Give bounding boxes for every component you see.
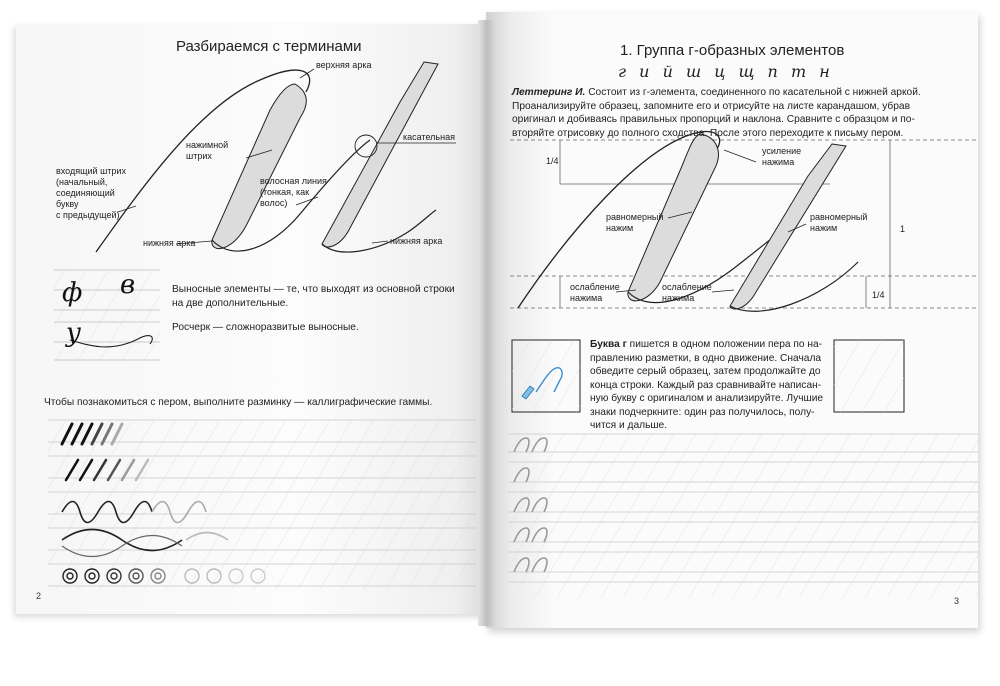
lettering-line-1: Состоит из г-элемента, соединенного по касательной с нижней аркой. [588,87,921,98]
label-quarter-bottom: 1/4 [872,290,885,300]
lettering-line-4: вторяйте отрисовку до полного сходства. После этого переходите к письму пером. [512,127,904,139]
lettering-line-2: Проанализируйте образец, запомните его и отрисуйте на листе карандашом, убрав [512,100,910,112]
label-one: 1 [900,224,906,234]
label-tangent: касательная [403,132,455,142]
lettering-title: Леттеринг И. [512,87,586,98]
label-entry-stroke: входящий штрих (начальный, соединяющий букву с предыдущей) [56,166,126,220]
label-lower-arch-2: нижняя арка [390,236,443,246]
letter-g-paragraph [590,338,830,433]
sample-letter-v: в [120,270,136,300]
left-letter-diagram [96,62,456,252]
label-hairline: волосная линия (тонкая, как волос) [260,176,327,208]
label-upper-arch: верхняя арка [316,60,372,70]
letter-g-title: Буква г [590,339,627,350]
lettering-paragraph [512,86,972,140]
ascenders-text: Выносные элементы — те, что выходят из основной строки на две дополнительные. [172,284,455,309]
sample-letter-u: у [66,318,82,348]
label-uniform-pressure-2: равномерный нажим [810,212,868,233]
label-pressure-increase: усиление нажима [762,146,802,167]
warmup-text: Чтобы познакомиться с пером, выполните разминку — каллиграфические гаммы. [44,397,433,408]
label-lower-arch-1: нижняя арка [143,238,196,248]
letter-g-line-1: пишется в одном положении пера по на- [629,339,823,350]
letter-g-line-6: знаки подчеркните: один раз получилось, полу- [590,406,815,418]
right-practice-rows [508,434,978,598]
label-uniform-pressure-1: равномерный нажим [606,212,664,233]
left-page-number: 2 [36,591,42,601]
label-pressure-stroke: нажимной штрих [186,140,229,161]
letter-g-line-3: обведите серый образец, затем продолжайте до [590,366,821,377]
right-page-number: 3 [954,596,960,606]
letter-g-line-7: чится и дальше. [590,420,668,431]
left-warmup-lines [48,420,476,590]
lettering-line-3: оригинал и добиваясь правильных пропорций и наклона. Сравните с образцом и по- [512,114,915,125]
label-quarter-top: 1/4 [546,156,559,166]
letter-g-line-2: правлению разметки, в одно движение. Сначала [590,352,822,364]
label-pressure-release-2: ослабление нажима [662,282,712,303]
sample-letter-f: ф [62,278,83,308]
letter-g-line-4: конца строки. Каждый раз сравнивайте написан- [590,379,822,391]
flourish-text: Росчерк — сложноразвитые выносные. [172,322,359,333]
left-page-title: Разбираемся с терминами [176,38,362,55]
label-pressure-release-1: ослабление нажима [570,282,620,303]
letter-row: г и й ш ц щ п т н [618,62,834,81]
letter-g-line-5: ную букву с оригиналом и анализируйте. Лучшие [590,393,824,404]
right-page-title: 1. Группа г-образных элементов [620,42,845,59]
